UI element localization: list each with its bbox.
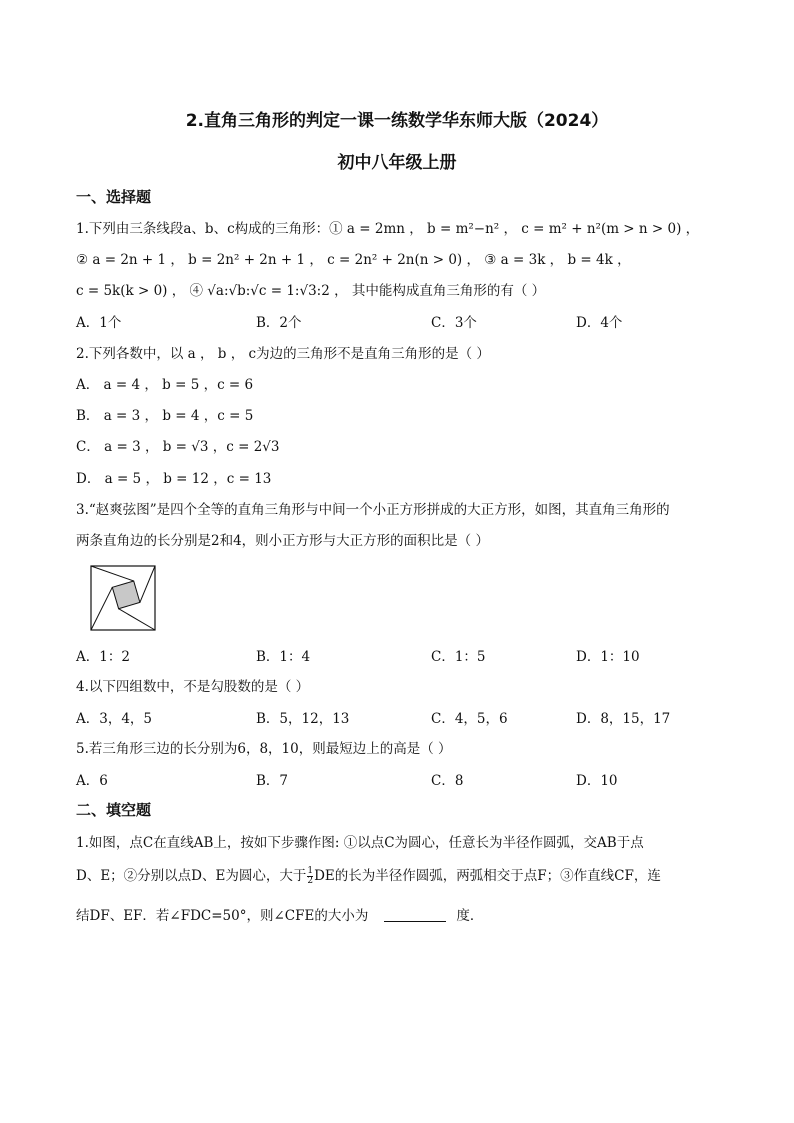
- q5-option-b: B．7: [256, 773, 289, 789]
- q1-line1: 1.下列由三条线段a、b、c构成的三角形：① a = 2mn ， b = m²−n² ， c = m² + n²(m > n > 0) ，: [76, 221, 700, 237]
- q3-option-c: C．1：5: [431, 649, 486, 665]
- fill-q1-line3: [76, 904, 483, 924]
- q5-option-c: C．8: [431, 773, 464, 789]
- q2-option-a: A． a = 4 ， b = 5 ，c = 6: [76, 377, 254, 393]
- q1-option-c: C．3个: [431, 315, 477, 331]
- q2-option-c: C． a = 3 ， b = √3 ，c = 2√3: [76, 439, 280, 455]
- fraction-numerator: 1: [307, 866, 314, 876]
- fill-q1-line2-start: D、E；②分别以点D、E为圆心，大于: [76, 868, 307, 884]
- document-title-line1: 2.直角三角形的判定一课一练数学华东师大版（2024）: [185, 111, 609, 131]
- q2-stem: 2.下列各数中，以 a ， b ， c为边的三角形不是直角三角形的是（ ）: [76, 346, 490, 362]
- fraction-denominator: 2: [307, 876, 314, 886]
- fill-q1-line3-start: 结DF、EF．若∠FDC=50°，则∠CFE的大小为: [76, 908, 369, 924]
- q1-option-d: D．4个: [576, 315, 623, 331]
- document-title-line2: 初中八年级上册: [337, 153, 457, 173]
- section-heading-fill: 二、填空题: [76, 801, 152, 819]
- q3-option-a: A．1：2: [76, 649, 130, 665]
- fill-q1-line2: [76, 864, 661, 886]
- q1-option-b: B．2个: [256, 315, 302, 331]
- q3-option-b: B．1：4: [256, 649, 311, 665]
- answer-blank[interactable]: [384, 909, 446, 922]
- fill-q1-line2-end: DE的长为半径作圆弧，两弧相交于点F；③作直线CF，连: [314, 868, 661, 884]
- fill-q1-line1: 1.如图，点C在直线AB上，按如下步骤作图: ①以点C为圆心，任意长为半径作圆弧，交AB于点: [76, 835, 644, 851]
- q5-option-a: A．6: [76, 773, 108, 789]
- q4-option-c: C．4，5，6: [431, 711, 508, 727]
- zhao-shuang-diagram: [90, 565, 156, 631]
- fill-q1-line3-end: 度．: [456, 908, 484, 924]
- q4-stem: 4.以下四组数中，不是勾股数的是（ ）: [76, 679, 310, 695]
- q3-line2: 两条直角边的长分别是2和4，则小正方形与大正方形的面积比是（ ）: [76, 533, 489, 549]
- q3-line1: 3.“赵爽弦图”是四个全等的直角三角形与中间一个小正方形拼成的大正方形，如图，其直角三角形的: [76, 502, 670, 518]
- q4-option-b: B．5，12，13: [256, 711, 350, 727]
- q1-option-a: A．1个: [76, 315, 122, 331]
- q5-option-d: D．10: [576, 773, 618, 789]
- q2-option-d: D． a = 5 ， b = 12 ，c = 13: [76, 471, 272, 487]
- q1-line2: ② a = 2n + 1 ， b = 2n² + 2n + 1 ， c = 2n² + 2n(n > 0) ， ③ a = 3k ， b = 4k ，: [76, 252, 631, 268]
- section-heading-choice: 一、选择题: [76, 188, 152, 206]
- q4-option-d: D．8，15，17: [576, 711, 671, 727]
- q4-option-a: A．3，4，5: [76, 711, 153, 727]
- q3-option-d: D．1：10: [576, 649, 640, 665]
- q2-option-b: B． a = 3 ， b = 4 ，c = 5: [76, 408, 254, 424]
- q1-line3: c = 5k(k > 0) ， ④ √a:√b:√c = 1:√3:2 ， 其中能构成直角三角形的有（ ）: [76, 283, 546, 299]
- fraction-one-half: [307, 867, 313, 886]
- q5-stem: 5.若三角形三边的长分别为6，8，10，则最短边上的高是（ ）: [76, 741, 452, 757]
